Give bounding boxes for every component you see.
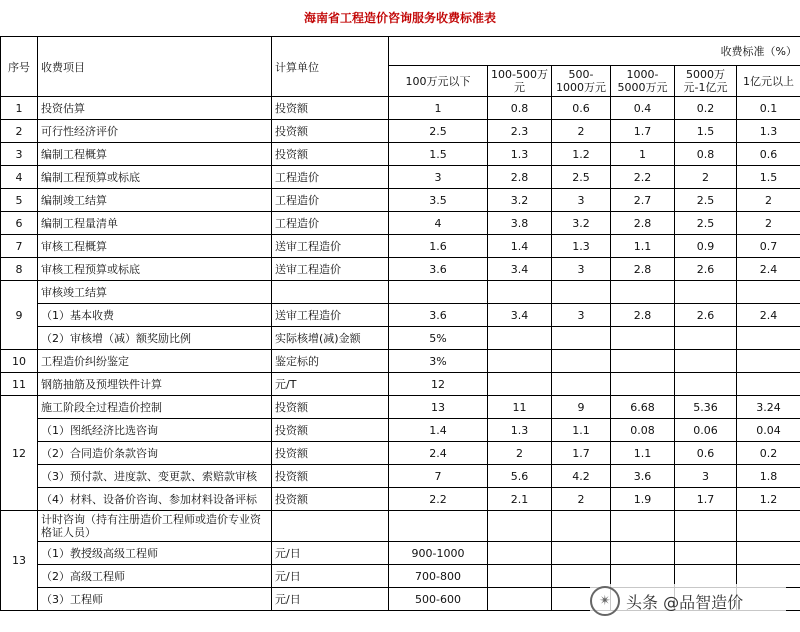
header-tier: 500-1000万元: [552, 66, 611, 97]
cell-value: 1.5: [737, 166, 800, 189]
cell-value: [389, 511, 488, 542]
cell-value: 1.5: [389, 143, 488, 166]
header-tier: 100万元以下: [389, 66, 488, 97]
table-row: [1, 350, 800, 373]
cell-unit: 投资额: [272, 419, 389, 442]
cell-value: 7: [389, 465, 488, 488]
cell-value: 500-600: [389, 588, 488, 611]
cell-value: [675, 373, 737, 396]
cell-value: 3.8: [488, 212, 552, 235]
table-row: [1, 166, 800, 189]
cell-value: 3.2: [488, 189, 552, 212]
table-row: [1, 442, 800, 465]
cell-value: 2.5: [675, 212, 737, 235]
table-row: [1, 304, 800, 327]
cell-unit: 投资额: [272, 442, 389, 465]
cell-value: [737, 327, 800, 350]
table-row: [1, 511, 800, 542]
cell-value: 0.7: [737, 235, 800, 258]
chat-bubble-icon: ✴: [590, 586, 620, 616]
cell-value: 3.4: [488, 258, 552, 281]
cell-unit: 送审工程造价: [272, 258, 389, 281]
table-row: [1, 542, 800, 565]
table-row: [1, 189, 800, 212]
cell-value: 2: [488, 442, 552, 465]
table-row: [1, 97, 800, 120]
cell-value: 3: [675, 465, 737, 488]
cell-value: [552, 327, 611, 350]
cell-unit: 元/日: [272, 542, 389, 565]
table-row: [1, 419, 800, 442]
cell-value: 3.4: [488, 304, 552, 327]
cell-value: 0.6: [552, 97, 611, 120]
header-seq: 序号: [1, 37, 38, 97]
cell-value: 2: [552, 120, 611, 143]
cell-value: 2.2: [611, 166, 675, 189]
cell-value: [611, 373, 675, 396]
cell-value: 900-1000: [389, 542, 488, 565]
cell-item: 投资估算: [38, 97, 272, 120]
table-row: [1, 258, 800, 281]
cell-value: [488, 281, 552, 304]
header-tier: 1000-5000万元: [611, 66, 675, 97]
cell-seq: 1: [1, 97, 38, 120]
cell-value: 0.1: [737, 97, 800, 120]
cell-value: 2.4: [737, 304, 800, 327]
watermark-text: 头条 @品智造价: [626, 592, 744, 612]
cell-item: 审核工程预算或标底: [38, 258, 272, 281]
cell-item: 计时咨询（持有注册造价工程师或造价专业资格证人员）: [38, 511, 272, 542]
cell-item: 编制工程预算或标底: [38, 166, 272, 189]
cell-value: 0.08: [611, 419, 675, 442]
cell-value: [675, 511, 737, 542]
cell-value: [552, 542, 611, 565]
cell-seq: 5: [1, 189, 38, 212]
cell-value: 1: [389, 97, 488, 120]
cell-unit: 送审工程造价: [272, 235, 389, 258]
watermark: [590, 584, 786, 618]
cell-seq: 12: [1, 396, 38, 511]
cell-value: 1.8: [737, 465, 800, 488]
cell-value: 3.5: [389, 189, 488, 212]
cell-value: [488, 565, 552, 588]
cell-value: 2.5: [389, 120, 488, 143]
cell-value: 1.2: [552, 143, 611, 166]
cell-value: 5.36: [675, 396, 737, 419]
cell-value: 2.6: [675, 304, 737, 327]
cell-value: 2: [552, 488, 611, 511]
cell-value: 4: [389, 212, 488, 235]
cell-value: 3.6: [389, 258, 488, 281]
cell-value: [389, 281, 488, 304]
cell-value: 2.2: [389, 488, 488, 511]
table-row: [1, 327, 800, 350]
cell-value: 1.3: [488, 143, 552, 166]
table-row: [1, 281, 800, 304]
cell-value: 11: [488, 396, 552, 419]
cell-unit: 送审工程造价: [272, 304, 389, 327]
cell-value: [488, 327, 552, 350]
cell-value: 1.9: [611, 488, 675, 511]
cell-value: 2.4: [389, 442, 488, 465]
cell-value: [737, 511, 800, 542]
cell-value: [488, 542, 552, 565]
cell-value: 0.8: [488, 97, 552, 120]
cell-value: 2.5: [552, 166, 611, 189]
cell-unit: 实际核增(减)金额: [272, 327, 389, 350]
cell-unit: 工程造价: [272, 166, 389, 189]
cell-value: 1.1: [611, 442, 675, 465]
cell-value: 1.1: [611, 235, 675, 258]
cell-value: 3.2: [552, 212, 611, 235]
cell-value: 0.6: [737, 143, 800, 166]
cell-value: 1.4: [389, 419, 488, 442]
cell-value: 1.3: [488, 419, 552, 442]
cell-item: （2）高级工程师: [38, 565, 272, 588]
header-tier: 1亿元以上: [737, 66, 800, 97]
cell-value: 2.3: [488, 120, 552, 143]
cell-value: 1.6: [389, 235, 488, 258]
cell-unit: 元/T: [272, 373, 389, 396]
cell-value: 5%: [389, 327, 488, 350]
cell-value: 1.7: [611, 120, 675, 143]
cell-value: 0.04: [737, 419, 800, 442]
cell-unit: 鉴定标的: [272, 350, 389, 373]
cell-value: [488, 350, 552, 373]
cell-value: 0.2: [737, 442, 800, 465]
cell-value: [552, 511, 611, 542]
header-standard: 收费标准（%）: [389, 37, 800, 66]
cell-item: 施工阶段全过程造价控制: [38, 396, 272, 419]
cell-unit: [272, 511, 389, 542]
table-title: 海南省工程造价咨询服务收费标准表: [303, 11, 496, 25]
cell-value: 12: [389, 373, 488, 396]
cell-unit: 工程造价: [272, 189, 389, 212]
cell-value: 3%: [389, 350, 488, 373]
cell-value: [675, 350, 737, 373]
cell-seq: 4: [1, 166, 38, 189]
cell-value: 1: [611, 143, 675, 166]
cell-value: [737, 373, 800, 396]
cell-value: [552, 373, 611, 396]
cell-value: [552, 350, 611, 373]
table-row: [1, 396, 800, 419]
cell-item: （1）教授级高级工程师: [38, 542, 272, 565]
cell-seq: 9: [1, 281, 38, 350]
cell-unit: 投资额: [272, 143, 389, 166]
cell-item: 可行性经济评价: [38, 120, 272, 143]
cell-value: 3.6: [389, 304, 488, 327]
cell-item: （1）图纸经济比选咨询: [38, 419, 272, 442]
cell-value: [611, 281, 675, 304]
cell-value: 0.2: [675, 97, 737, 120]
cell-value: 6.68: [611, 396, 675, 419]
cell-value: [675, 281, 737, 304]
cell-value: [611, 511, 675, 542]
cell-value: 1.4: [488, 235, 552, 258]
cell-value: 0.6: [675, 442, 737, 465]
cell-value: 3.6: [611, 465, 675, 488]
cell-value: 9: [552, 396, 611, 419]
cell-seq: 8: [1, 258, 38, 281]
cell-unit: [272, 281, 389, 304]
header-unit: 计算单位: [272, 37, 389, 97]
cell-seq: 3: [1, 143, 38, 166]
cell-value: 3: [552, 304, 611, 327]
cell-value: [611, 542, 675, 565]
header-tier: 5000万元-1亿元: [675, 66, 737, 97]
cell-unit: 投资额: [272, 488, 389, 511]
table-row: [1, 488, 800, 511]
cell-value: 3: [552, 258, 611, 281]
cell-value: 0.9: [675, 235, 737, 258]
cell-value: 0.06: [675, 419, 737, 442]
cell-unit: 元/日: [272, 588, 389, 611]
cell-value: 2.8: [611, 212, 675, 235]
table-row: [1, 143, 800, 166]
cell-value: [737, 542, 800, 565]
cell-value: 1.2: [737, 488, 800, 511]
cell-value: 4.2: [552, 465, 611, 488]
cell-value: 0.4: [611, 97, 675, 120]
fee-standard-table: [0, 36, 800, 611]
table-row: [1, 235, 800, 258]
cell-value: 1.3: [552, 235, 611, 258]
cell-value: [675, 542, 737, 565]
cell-item: （2）合同造价条款咨询: [38, 442, 272, 465]
cell-value: 2.8: [611, 258, 675, 281]
cell-value: [488, 588, 552, 611]
cell-value: [488, 373, 552, 396]
cell-value: 1.3: [737, 120, 800, 143]
cell-value: 700-800: [389, 565, 488, 588]
cell-seq: 10: [1, 350, 38, 373]
cell-value: 5.6: [488, 465, 552, 488]
table-row: [1, 465, 800, 488]
cell-unit: 投资额: [272, 465, 389, 488]
cell-item: 编制工程概算: [38, 143, 272, 166]
table-row: [1, 212, 800, 235]
cell-seq: 11: [1, 373, 38, 396]
cell-value: 2: [737, 212, 800, 235]
cell-item: 编制工程量清单: [38, 212, 272, 235]
cell-seq: 7: [1, 235, 38, 258]
cell-value: 1.5: [675, 120, 737, 143]
cell-value: 2.7: [611, 189, 675, 212]
cell-value: [552, 281, 611, 304]
cell-unit: 元/日: [272, 565, 389, 588]
cell-value: 3: [552, 189, 611, 212]
cell-seq: 2: [1, 120, 38, 143]
table-row: [1, 373, 800, 396]
cell-value: 3: [389, 166, 488, 189]
header-item: 收费项目: [38, 37, 272, 97]
cell-item: 审核竣工结算: [38, 281, 272, 304]
cell-value: 2.6: [675, 258, 737, 281]
cell-value: [737, 281, 800, 304]
cell-value: [611, 327, 675, 350]
cell-value: 1.7: [675, 488, 737, 511]
cell-unit: 工程造价: [272, 212, 389, 235]
cell-item: （2）审核增（减）额奖励比例: [38, 327, 272, 350]
cell-value: 2: [737, 189, 800, 212]
cell-item: 编制竣工结算: [38, 189, 272, 212]
cell-seq: 6: [1, 212, 38, 235]
cell-value: [737, 350, 800, 373]
cell-item: （1）基本收费: [38, 304, 272, 327]
cell-seq: 13: [1, 511, 38, 611]
cell-value: 3.24: [737, 396, 800, 419]
cell-value: 2.8: [488, 166, 552, 189]
cell-unit: 投资额: [272, 97, 389, 120]
cell-item: （3）工程师: [38, 588, 272, 611]
cell-item: （3）预付款、进度款、变更款、索赔款审核: [38, 465, 272, 488]
cell-item: 审核工程概算: [38, 235, 272, 258]
cell-unit: 投资额: [272, 396, 389, 419]
cell-item: 工程造价纠纷鉴定: [38, 350, 272, 373]
header-tier: 100-500万元: [488, 66, 552, 97]
cell-value: 2: [675, 166, 737, 189]
cell-value: [675, 327, 737, 350]
cell-value: [611, 350, 675, 373]
cell-value: 2.5: [675, 189, 737, 212]
cell-item: 钢筋抽筋及预埋铁件计算: [38, 373, 272, 396]
cell-unit: 投资额: [272, 120, 389, 143]
cell-value: [488, 511, 552, 542]
cell-value: 2.4: [737, 258, 800, 281]
cell-value: 13: [389, 396, 488, 419]
cell-value: 2.8: [611, 304, 675, 327]
cell-value: 2.1: [488, 488, 552, 511]
table-row: [1, 120, 800, 143]
cell-value: 1.7: [552, 442, 611, 465]
cell-value: 0.8: [675, 143, 737, 166]
cell-value: 1.1: [552, 419, 611, 442]
cell-item: （4）材料、设备价咨询、参加材料设备评标: [38, 488, 272, 511]
